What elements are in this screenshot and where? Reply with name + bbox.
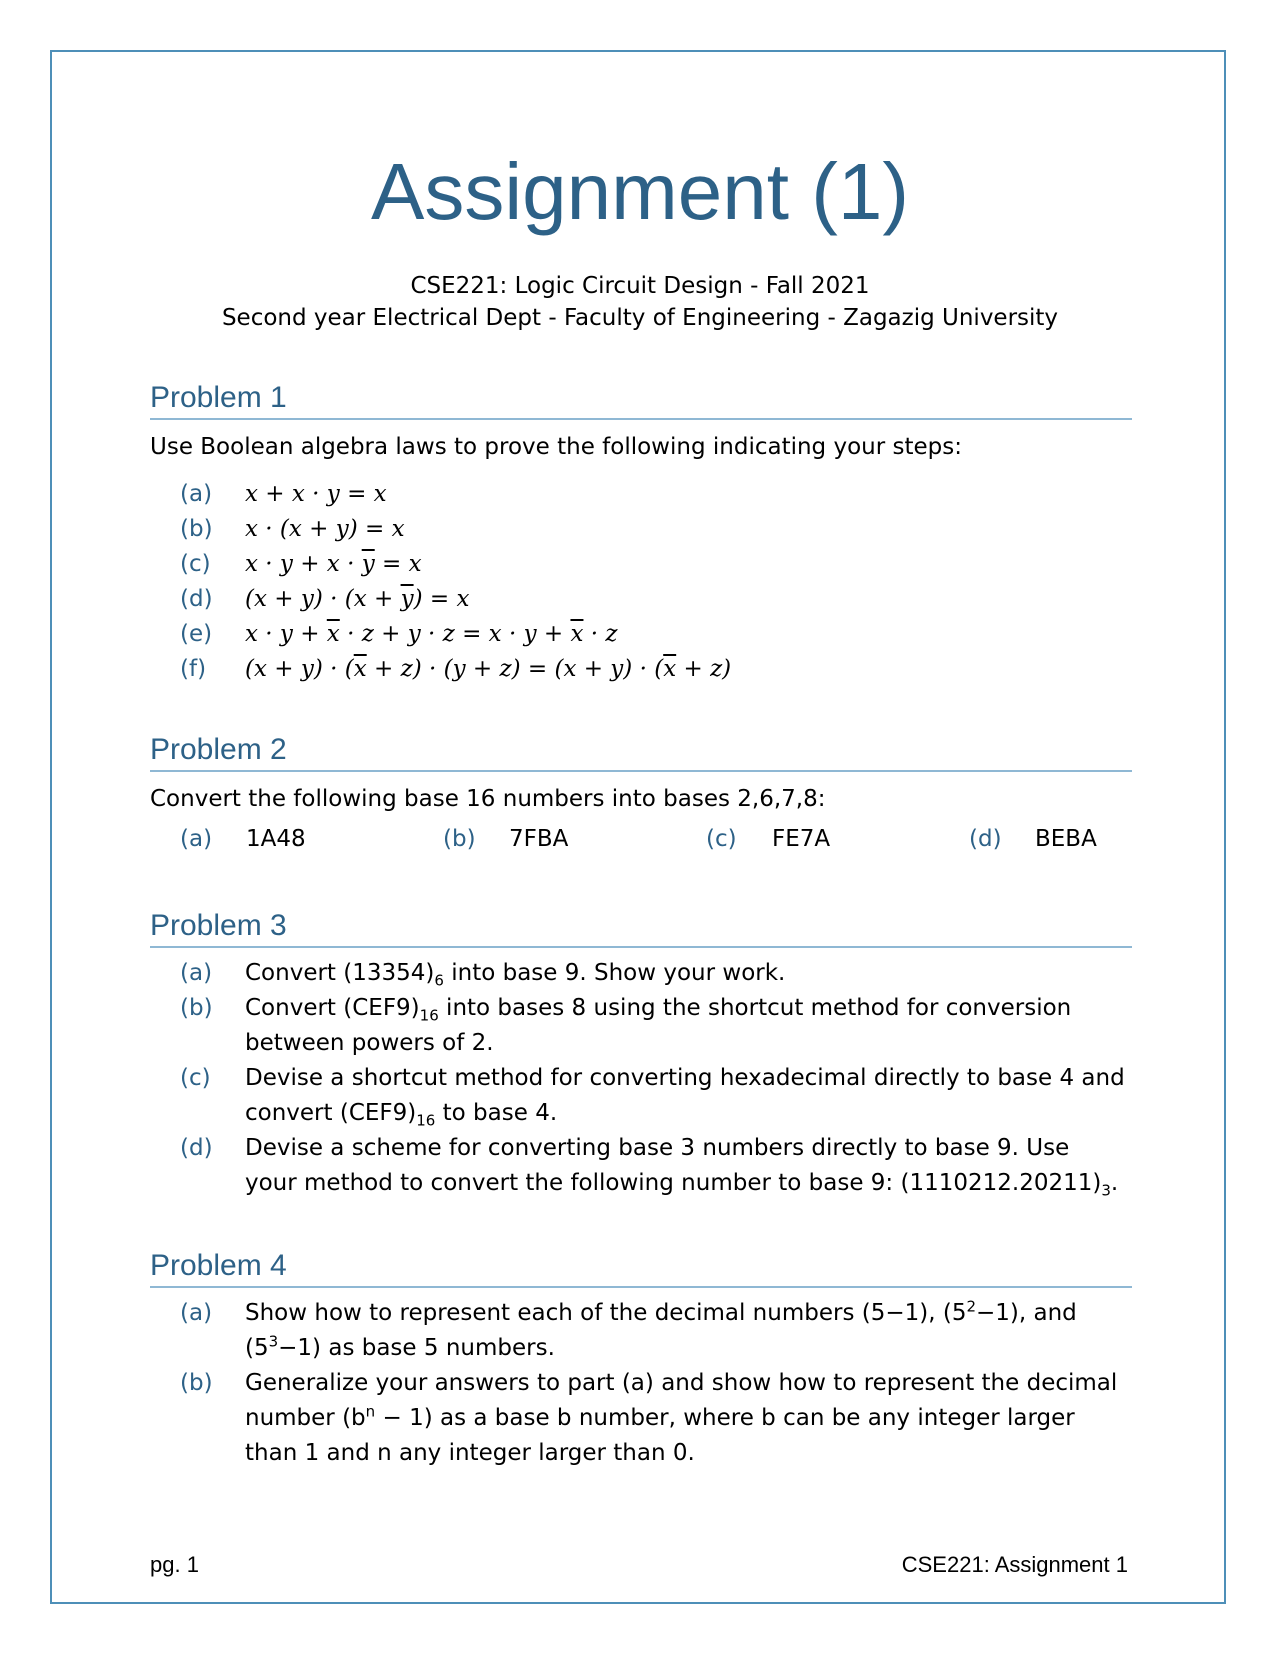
- problem-2-intro: Convert the following base 16 numbers into bases 2,6,7,8:: [150, 786, 826, 812]
- problem-1-heading: Problem 1: [150, 383, 1132, 420]
- item-label: (d): [969, 826, 1002, 852]
- item-label: (d): [180, 1135, 213, 1161]
- hex-value: BEBA: [1035, 826, 1097, 852]
- equation: $(x + y) \cdot (x + \overline{y}) = x$: [245, 586, 470, 612]
- equation: x · (x + y) = x: [245, 516, 405, 542]
- item-label: (a): [180, 960, 213, 986]
- page-number: pg. 1: [150, 1552, 199, 1577]
- footer-course: CSE221: Assignment 1: [901, 1552, 1128, 1577]
- item-label: (e): [180, 621, 213, 647]
- problem-4-heading: Problem 4: [150, 1251, 1132, 1288]
- item-text: Generalize your answers to part (a) and show how to represent the decimal number $(b^n - 1)$ as a base b number, where b can be any integer larger than 1 and n any integer larger than 0.: [245, 1370, 1118, 1466]
- item-label: (a): [180, 1300, 213, 1326]
- item-label: (b): [180, 1370, 213, 1396]
- item-text: Show how to represent each of the decimal numbers (5−1), $(5^2-1)$, and $(5^3-1)$ as base 5 numbers.: [245, 1297, 1077, 1361]
- item-label: (d): [180, 586, 213, 612]
- page-title: Assignment (1): [371, 147, 909, 236]
- equation: $x \cdot y + x \cdot \overline{y} = x$: [245, 551, 422, 577]
- item-label: (c): [180, 551, 211, 577]
- item-label: (b): [443, 826, 476, 852]
- item-label: (a): [180, 826, 213, 852]
- problem-2-item-b: [443, 828, 568, 851]
- problem-2-item-a: [180, 828, 306, 851]
- item-label: (c): [706, 826, 737, 852]
- hex-value: 1A48: [246, 826, 306, 852]
- hex-value: FE7A: [772, 826, 831, 852]
- department-subtitle: Second year Electrical Dept - Faculty of Engineering - Zagazig University: [221, 305, 1059, 331]
- item-text: Devise a scheme for converting base 3 numbers directly to base 9. Use your method to convert the following number to base 9: $(1110212.20211)_3$.: [245, 1135, 1119, 1200]
- item-label: (f): [180, 656, 207, 682]
- hex-value: 7FBA: [509, 826, 569, 852]
- problem-2-item-d: [969, 828, 1097, 851]
- problem-1-intro: Use Boolean algebra laws to prove the following indicating your steps:: [150, 434, 962, 460]
- problem-3-heading: Problem 3: [150, 911, 1132, 948]
- item-label: (b): [180, 516, 213, 542]
- problem-2-heading: Problem 2: [150, 735, 1132, 772]
- item-text: Convert $(CEF9)_{16}$ into bases 8 using the shortcut method for conversion between powers of 2.: [245, 995, 1072, 1056]
- equation: $x \cdot y + \overline{x} \cdot z + y \cdot z = x \cdot y + \overline{x} \cdot z$: [245, 621, 618, 647]
- problem-2-item-c: [706, 828, 830, 851]
- item-label: (b): [180, 995, 213, 1021]
- equation: x + x · y = x: [245, 481, 387, 507]
- equation: $(x + y) \cdot (\overline{x} + z) \cdot (y + z) = (x + y) \cdot (\overline{x} + z)$: [245, 656, 732, 682]
- item-label: (a): [180, 481, 213, 507]
- item-text: Convert $(13354)_6$ into base 9. Show your work.: [245, 960, 786, 990]
- item-text: Devise a shortcut method for converting hexadecimal directly to base 4 and convert $(CEF9)_{16}$ to base 4.: [245, 1065, 1125, 1130]
- course-subtitle: CSE221: Logic Circuit Design - Fall 2021: [410, 273, 870, 299]
- item-label: (c): [180, 1065, 211, 1091]
